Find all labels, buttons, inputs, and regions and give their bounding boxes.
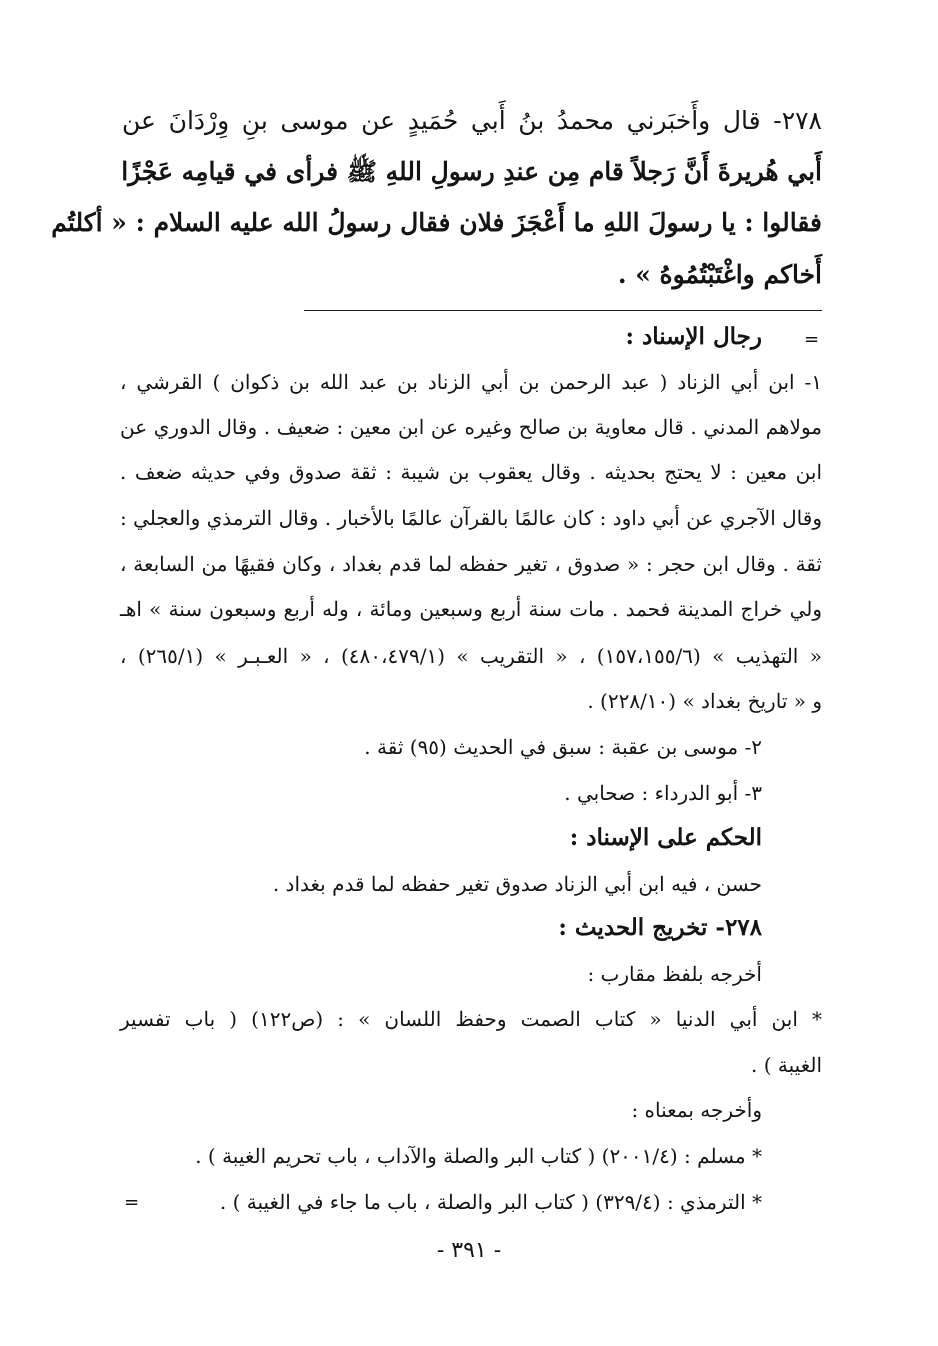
- rijal-heading: رجال الإسناد :: [625, 323, 762, 350]
- takhrij-source-2: * مسلم : (٢٠٠١/٤) ( كتاب البر والصلة والآداب ، باب تحريم الغيبة ) .: [195, 1144, 762, 1168]
- takhrij-intro-1: أخرجه بلفظ مقارب :: [587, 962, 762, 986]
- rijal-item-2: ٢- موسى بن عقبة : سبق في الحديث (٩٥) ثقة .: [364, 735, 762, 759]
- takhrij-source-1-line-2: الغيبة ) .: [751, 1053, 822, 1077]
- rijal-line-8: و « تاريخ بغداد » (٢٢٨/١٠) .: [587, 689, 822, 713]
- takhrij-source-1-line-1: * ابن أبي الدنيا « كتاب الصمت وحفظ اللسان » : (ص١٢٢) ( باب تفسير: [120, 1007, 822, 1031]
- continuation-marker: =: [804, 329, 820, 350]
- rijal-line-1: ١- ابن أبي الزناد ( عبد الرحمن بن أبي الزناد بن عبد الله بن ذكوان ) القرشي ،: [120, 370, 823, 394]
- rijal-line-3: ابن معين : لا يحتج بحديثه . وقال يعقوب بن شيبة : ثقة صدوق وفي حديثه ضعف .: [120, 460, 822, 484]
- takhrij-heading: ٢٧٨- تخريج الحديث :: [558, 914, 762, 941]
- section-divider: [304, 310, 822, 311]
- hadith-line-2: أَبي هُريرةَ أَنَّ رَجلاً قام مِن عندِ رسولِ اللهِ ﷺ فرأى في قيامِه عَجْزًا: [121, 157, 822, 186]
- rijal-line-4: وقال الآجري عن أبي داود : كان عالمًا بالقرآن عالمًا بالأخبار . وقال الترمذي والعجلي :: [120, 506, 822, 530]
- rijal-line-2: مولاهم المدني . قال معاوية بن صالح وغيره عن ابن معين : ضعيف . وقال الدوري عن: [120, 415, 822, 439]
- hadith-line-3: فقالوا : يا رسولَ اللهِ ما أَعْجَزَ فلان فقال رسولُ الله عليه السلام : « أكلتُم: [51, 208, 822, 237]
- end-continuation-marker: =: [124, 1192, 140, 1213]
- page-number: - ٣٩١ -: [436, 1238, 502, 1263]
- rijal-item-3: ٣- أبو الدرداء : صحابي .: [564, 781, 762, 805]
- hukm-text: حسن ، فيه ابن أبي الزناد صدوق تغير حفظه لما قدم بغداد .: [272, 872, 762, 896]
- hukm-heading: الحكم على الإسناد :: [569, 824, 762, 851]
- hadith-line-4: أَخاكم واغْتَبْتُمُوهُ » .: [617, 260, 822, 289]
- rijal-line-7: « التهذيب » (١٥٧،١٥٥/٦) ، « التقريب » (٤٨٠،٤٧٩/١) ، « العـبـر » (٢٦٥/١) ،: [120, 644, 822, 668]
- hadith-line-1: ٢٧٨- قال وأَخبَرني محمدُ بنُ أَبي حُمَيدٍ عن موسى بنِ وِرْدَانَ عن: [122, 106, 822, 135]
- takhrij-intro-2: وأخرجه بمعناه :: [631, 1098, 762, 1122]
- rijal-line-5: ثقة . وقال ابن حجر : « صدوق ، تغير حفظه لما قدم بغداد ، وكان فقيهًا من السابعة ،: [120, 552, 822, 576]
- takhrij-source-3: * الترمذي : (٣٢٩/٤) ( كتاب البر والصلة ، باب ما جاء في الغيبة ) .: [219, 1190, 762, 1214]
- rijal-line-6: ولي خراج المدينة فحمد . مات سنة أربع وسبعين ومائة ، وله أربع وسبعون سنة » اهـ: [120, 597, 822, 621]
